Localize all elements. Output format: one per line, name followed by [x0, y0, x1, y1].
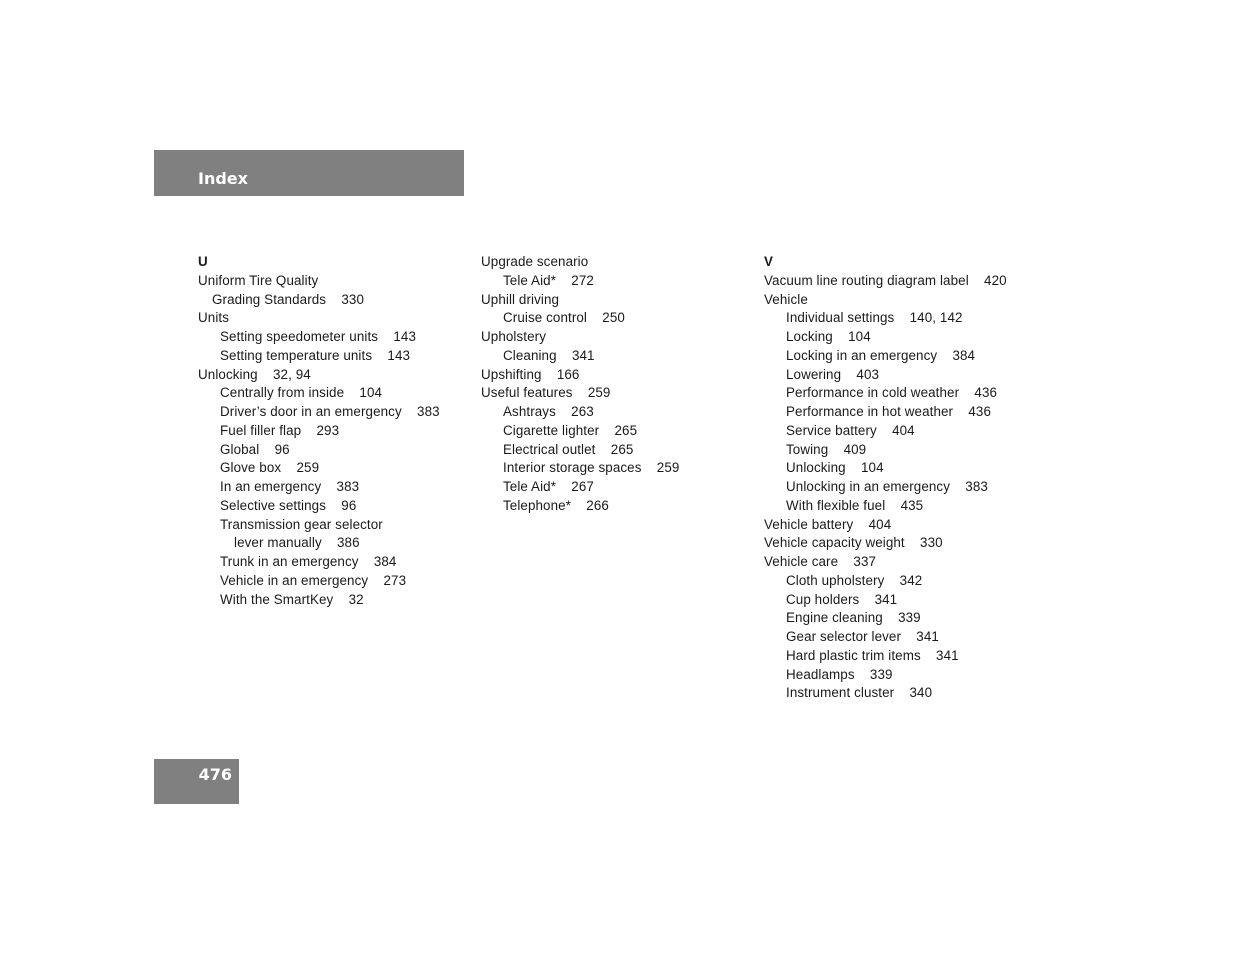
index-entry: Cup holders 341 — [786, 591, 898, 607]
index-entry: Uniform Tire Quality — [198, 272, 319, 288]
index-entry: Service battery 404 — [786, 422, 915, 438]
index-entry: Centrally from inside 104 — [220, 385, 383, 401]
index-entry: Instrument cluster 340 — [786, 685, 933, 701]
index-entry: Vacuum line routing diagram label 420 — [764, 272, 1007, 288]
index-entry: Engine cleaning 339 — [786, 610, 921, 626]
index-entry: In an emergency 383 — [220, 479, 360, 494]
index-entry: Transmission gear selector — [220, 516, 383, 532]
index-entry: Trunk in an emergency 384 — [220, 554, 397, 569]
index-entry: Cloth upholstery 342 — [786, 572, 923, 588]
index-entry: Performance in hot weather 436 — [786, 404, 992, 419]
index-entry: Lowering 403 — [786, 366, 880, 382]
index-entry: Useful features 259 — [481, 385, 611, 401]
index-entry: Upgrade scenario — [481, 254, 589, 269]
index-entry: Interior storage spaces 259 — [503, 460, 680, 476]
index-entry: Setting speedometer units 143 — [220, 329, 416, 344]
index-entry: Towing 409 — [786, 441, 867, 457]
index-entry: Cleaning 341 — [503, 347, 595, 363]
index-entry: Unlocking in an emergency 383 — [786, 479, 988, 494]
index-entry: Performance in cold weather 436 — [786, 385, 998, 401]
index-letter-heading: U — [198, 254, 208, 269]
index-entry: lever manually 386 — [234, 535, 360, 551]
section-header-tab — [154, 150, 464, 196]
index-entry: Tele Aid* 267 — [503, 479, 594, 494]
index-entry: Unlocking 104 — [786, 460, 884, 476]
index-entry: Locking in an emergency 384 — [786, 347, 976, 363]
index-entry: Uphill driving — [481, 291, 560, 307]
index-entry: Vehicle in an emergency 273 — [220, 572, 407, 588]
index-entry: Selective settings 96 — [220, 497, 357, 513]
index-entry: Upshifting 166 — [481, 366, 580, 382]
index-entry: Global 96 — [220, 441, 290, 457]
index-entry: Unlocking 32, 94 — [198, 366, 311, 382]
index-entry: Vehicle battery 404 — [764, 516, 892, 532]
page-number: 476 — [198, 765, 232, 784]
index-entry: Cruise control 250 — [503, 310, 625, 326]
index-letter-heading: V — [764, 254, 774, 269]
index-entry: Fuel filler flap 293 — [220, 422, 340, 438]
index-entry: Electrical outlet 265 — [503, 441, 634, 457]
index-entry: Individual settings 140, 142 — [786, 310, 963, 326]
index-entry: Driver’s door in an emergency 383 — [220, 404, 440, 419]
index-entry: Grading Standards 330 — [212, 291, 365, 307]
index-entry: Ashtrays 263 — [503, 404, 594, 419]
index-entry: Vehicle care 337 — [764, 554, 877, 569]
index-entry: Setting temperature units 143 — [220, 347, 411, 363]
page-number-tab — [154, 759, 239, 804]
index-entry: Gear selector lever 341 — [786, 629, 939, 644]
index-entry: Hard plastic trim items 341 — [786, 647, 959, 663]
index-entry: Glove box 259 — [220, 460, 320, 476]
index-column-2 — [481, 253, 751, 516]
index-entry: Locking 104 — [786, 329, 871, 344]
index-column-1 — [198, 253, 468, 609]
index-entry: Telephone* 266 — [503, 497, 609, 513]
index-entry: Units — [198, 310, 230, 326]
index-entry: With flexible fuel 435 — [786, 497, 924, 513]
index-entry: Vehicle capacity weight 330 — [764, 535, 943, 551]
index-entry: Vehicle — [764, 291, 808, 307]
index-entry: Cigarette lighter 265 — [503, 422, 638, 438]
index-entry: Headlamps 339 — [786, 666, 893, 682]
index-entry: Tele Aid* 272 — [503, 272, 594, 288]
section-title: Index — [198, 169, 248, 188]
index-entry: Upholstery — [481, 329, 547, 344]
index-entry: With the SmartKey 32 — [220, 591, 364, 607]
index-column-3 — [764, 253, 1034, 703]
